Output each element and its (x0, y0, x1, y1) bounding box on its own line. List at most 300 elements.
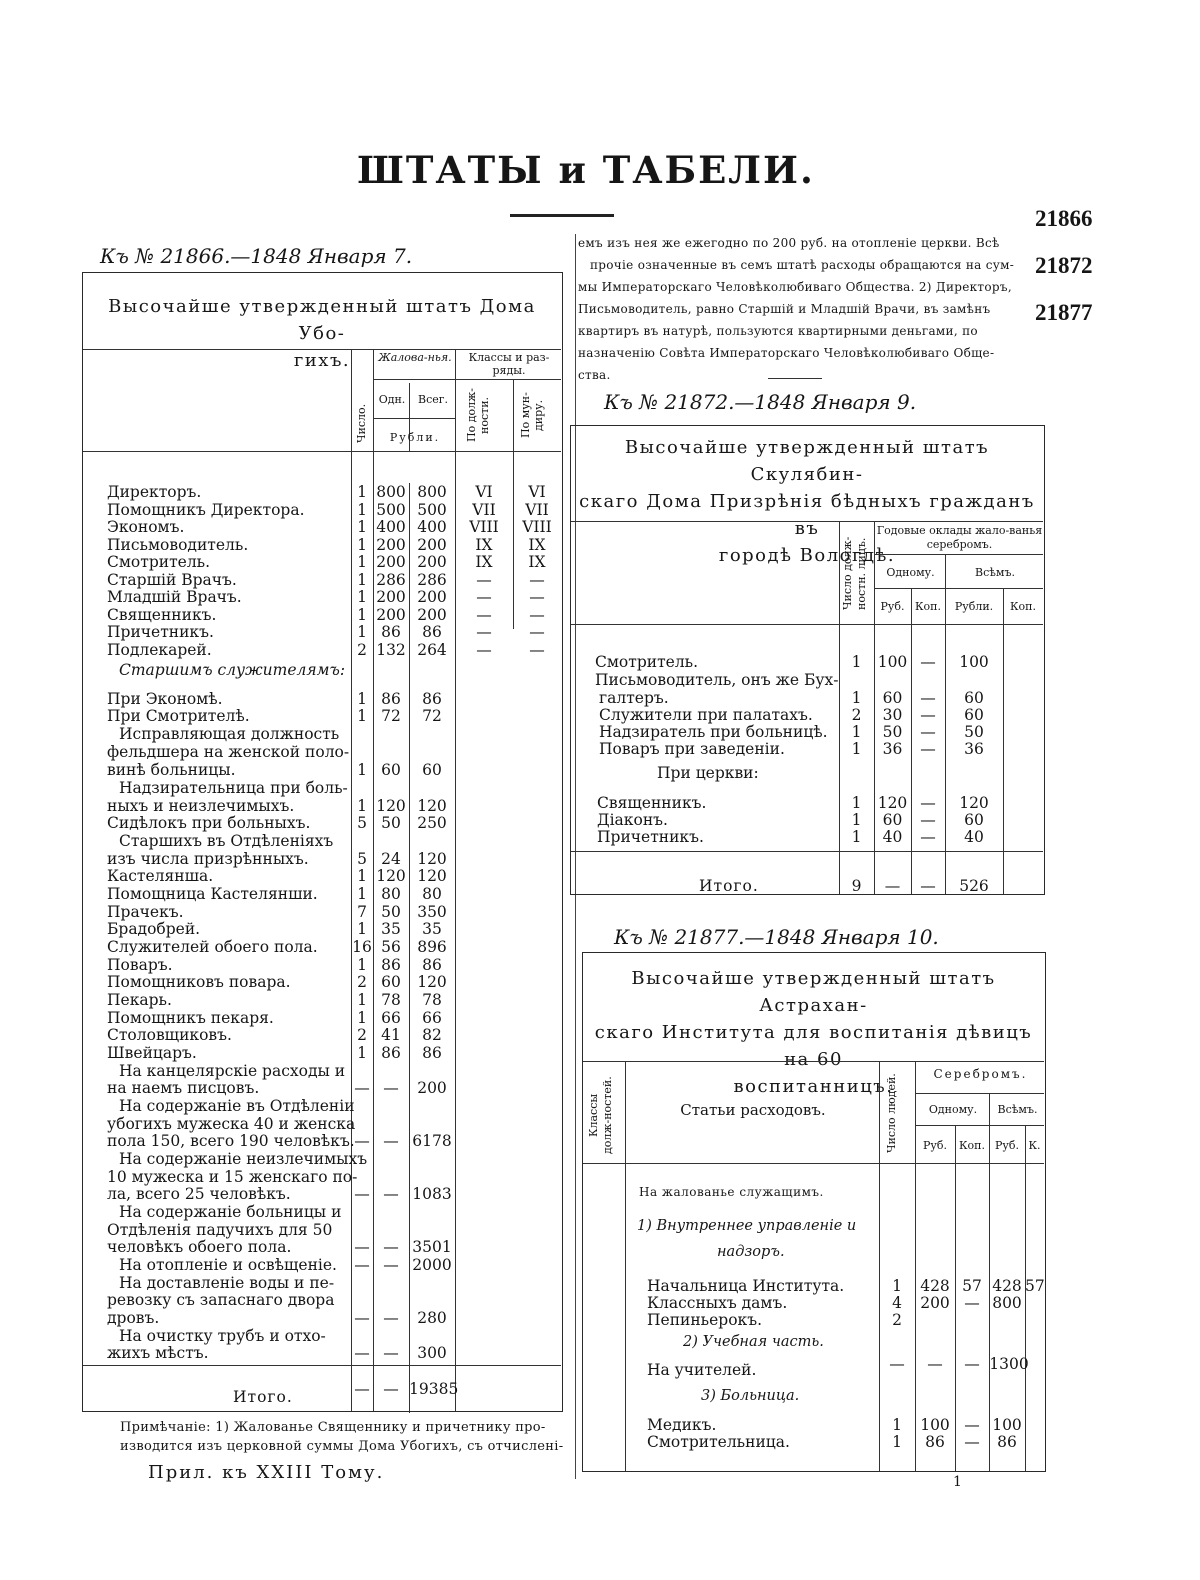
row-label: Помощникъ Директора. (107, 500, 305, 519)
cell-class: — (476, 570, 492, 589)
cell-one: 200 (376, 553, 406, 571)
col-header-classes: Классы долж-ностей. (587, 1076, 614, 1154)
row-label: Кастелянша. (107, 867, 214, 885)
col-header-all: Всѣмъ. (975, 566, 1015, 579)
cell-one: 86 (381, 1044, 401, 1062)
cell-n: 5 (357, 850, 367, 868)
row-label: Сидѣлокъ при больныхъ. (107, 814, 311, 832)
cell-one: — (383, 1309, 399, 1327)
total-all: 526 (959, 877, 989, 895)
row-label: Подлекарей. (107, 640, 212, 659)
total-kop: — (920, 877, 936, 895)
cell-kop: — (920, 706, 936, 724)
cell-one: — (383, 1132, 399, 1150)
table-title-line: городѣ Вологдѣ. (718, 545, 896, 566)
cell-rub-all: 86 (997, 1433, 1017, 1451)
note-line: мы Императорскаго Человѣколюбиваго Общества. 2) Директоръ, (578, 280, 1012, 294)
cell-n: 2 (357, 1026, 367, 1044)
row-label: на наемъ писцовъ. (107, 1079, 260, 1097)
cell-all: 200 (417, 553, 447, 571)
cell-all: 60 (422, 761, 442, 779)
cell-one: — (383, 1185, 399, 1203)
cell-one: — (383, 1079, 399, 1097)
cell-rub-all: 428 (992, 1277, 1022, 1295)
cell-n: — (354, 1256, 370, 1274)
cell-n: 1 (357, 553, 367, 571)
row-label: Начальница Института. (647, 1277, 845, 1295)
cell-all: 896 (417, 938, 447, 956)
cell-n: 1 (851, 794, 862, 812)
row-label: Брадобрей. (107, 920, 201, 938)
cell-n: 1 (357, 500, 367, 519)
cell-rub: — (927, 1355, 943, 1373)
row-label: Поваръ. (107, 956, 173, 974)
col-header-k: К. (1028, 1139, 1041, 1152)
cell-one: 86 (381, 690, 401, 708)
cell-kop: — (920, 723, 936, 741)
cell-uniform: — (529, 640, 545, 659)
rule (83, 349, 561, 350)
row-label: Директоръ. (107, 483, 202, 501)
row-label: человѣкъ обоего пола. (107, 1238, 292, 1256)
rule (571, 624, 1043, 625)
cell-n: 1 (357, 885, 367, 903)
rule (373, 379, 561, 380)
row-label: Прачекъ. (107, 903, 184, 921)
cell-one: 78 (381, 991, 401, 1009)
col-header-silver: Серебромъ. (933, 1067, 1028, 1081)
cell-kop: — (964, 1433, 980, 1451)
row-label: галтеръ. (599, 689, 669, 707)
page-title: ШТАТЫ и ТАБЕЛИ. (357, 148, 815, 192)
rule (373, 418, 455, 419)
cell-class: — (476, 623, 492, 641)
rule (571, 521, 1043, 522)
cell-one: 72 (381, 707, 401, 725)
cell-all: 66 (422, 1009, 442, 1027)
row-label: При Смотрителѣ. (107, 707, 250, 725)
margin-number: 21866 (1035, 206, 1093, 231)
row-label: Смотрительница. (647, 1433, 790, 1451)
subsection-heading: надзоръ. (717, 1244, 785, 1260)
cell-rub: 50 (882, 723, 903, 741)
cell-n: 1 (357, 1044, 367, 1062)
cell-all: 286 (417, 570, 447, 589)
cell-rub: 60 (882, 811, 903, 829)
rule (879, 1061, 880, 1471)
rule (915, 1061, 916, 1471)
col-header-rubles: Рубли. (954, 600, 994, 613)
row-label: Діаконъ. (597, 811, 668, 829)
row-label: ла, всего 25 человѣкъ. (107, 1185, 291, 1203)
cell-rub: 100 (877, 653, 908, 671)
cell-all: 264 (417, 640, 447, 659)
cell-all: 82 (422, 1026, 442, 1044)
cell-one: 400 (376, 518, 406, 536)
cell-all: 86 (422, 956, 442, 974)
cell-uniform: VI (528, 483, 546, 501)
col-header-number: Число. (355, 403, 368, 443)
col-header-all: Всег. (417, 393, 448, 406)
row-label: На содержаніе въ Отдѣленіи (119, 1097, 355, 1115)
row-label: Пепиньерокъ. (647, 1311, 763, 1329)
cell-one: 800 (376, 483, 406, 501)
cell-uniform: IX (528, 535, 546, 554)
table-title-line: Высочайше утвержденный штатъ Астрахан- (631, 968, 996, 1016)
cell-one: 200 (376, 535, 406, 554)
margin-number: 21872 (1035, 253, 1093, 278)
cell-all: 72 (422, 707, 442, 725)
cell-n: 4 (892, 1294, 902, 1312)
cell-all: 50 (964, 723, 984, 741)
cell-one: 41 (381, 1026, 401, 1044)
cell-kop: — (920, 828, 936, 846)
note-line: ства. (578, 368, 611, 382)
row-label: Смотритель. (595, 653, 699, 671)
col-header-classes: Классы и раз-ряды. (468, 351, 550, 377)
cell-n: — (889, 1355, 905, 1373)
row-label: Пекарь. (107, 991, 172, 1009)
row-label: Старшій Врачъ. (107, 570, 237, 589)
note-line: квартиръ въ натурѣ, пользуются квартирными деньгами, по (578, 324, 978, 338)
total-label: Итого. (233, 1388, 293, 1406)
cell-n: 7 (357, 903, 367, 921)
cell-all: 400 (417, 518, 447, 536)
cell-one: 35 (381, 920, 401, 938)
col-header-one: Одному. (886, 566, 935, 579)
row-label: убогихъ мужеска 40 и женска (107, 1115, 356, 1133)
cell-one: 24 (381, 850, 401, 868)
cell-one: 200 (376, 605, 406, 624)
cell-n: 1 (851, 740, 862, 758)
cell-all: 350 (417, 903, 447, 921)
cell-one: 56 (381, 938, 401, 956)
row-label: На содержаніе неизлечимыхъ (119, 1150, 368, 1168)
cell-k-all: 57 (1025, 1277, 1045, 1295)
row-label: жихъ мѣстъ. (107, 1344, 209, 1362)
cell-kop: — (920, 740, 936, 758)
cell-uniform: — (529, 605, 545, 624)
col-header-rub: Руб. (995, 1139, 1019, 1152)
cell-n: 1 (357, 797, 367, 815)
cell-all: 200 (417, 535, 447, 554)
staff-table-2 (570, 425, 1045, 895)
row-label: Классныхъ дамъ. (647, 1294, 788, 1312)
decree-heading: Къ № 21872.—1848 Января 9. (604, 390, 917, 414)
cell-one: 60 (381, 973, 401, 991)
cell-rub: 120 (877, 794, 908, 812)
cell-one: 500 (376, 500, 406, 519)
total-n: 9 (851, 877, 862, 895)
rule (874, 554, 1043, 555)
cell-all: 36 (964, 740, 984, 758)
cell-all: 200 (417, 605, 447, 624)
cell-n: 1 (357, 588, 367, 606)
cell-kop: 57 (962, 1277, 982, 1295)
table-title-line: воспитанницъ. (733, 1076, 894, 1097)
cell-n: 1 (357, 920, 367, 938)
cell-class: VII (472, 500, 496, 519)
table-title-line: скаго Дома Призрѣнія бѣдныхъ гражданъ въ (579, 491, 1035, 539)
cell-one: 286 (376, 570, 406, 589)
footer: Прил. къ XXIII Тому. (148, 1462, 385, 1483)
cell-all: 120 (417, 797, 447, 815)
cell-all: 86 (422, 1044, 442, 1062)
col-header-by-post: По долж-ности. (465, 388, 491, 442)
row-label: Помощница Кастелянши. (107, 885, 318, 903)
cell-rub-all: 1300 (989, 1355, 1029, 1373)
row-label: Священникъ. (107, 605, 217, 624)
cell-n: 1 (892, 1416, 902, 1434)
col-header-by-uniform: По мун-диру. (519, 392, 545, 438)
rule (583, 1061, 1044, 1062)
cell-n: 1 (851, 723, 862, 741)
col-header-one: Одн. (378, 393, 406, 406)
cell-all: 3501 (412, 1238, 452, 1256)
subheading: При церкви: (657, 764, 759, 782)
rule (1003, 588, 1004, 894)
row-label: Причетникъ. (597, 828, 704, 846)
cell-kop: — (964, 1416, 980, 1434)
rule (583, 1163, 1044, 1164)
cell-kop: — (964, 1294, 980, 1312)
row-label: пола 150, всего 190 человѣкъ. (107, 1132, 355, 1150)
rule (625, 1061, 626, 1471)
row-label: Столовщиковъ. (107, 1026, 232, 1044)
cell-all: 86 (422, 690, 442, 708)
cell-n: 2 (357, 973, 367, 991)
col-header-kop: Коп. (915, 600, 941, 613)
rule (768, 378, 822, 379)
cell-class: — (476, 588, 492, 606)
footnote (120, 1418, 563, 1456)
col-header-number: Число долж-ностн. лицъ. (841, 536, 868, 611)
rule (1025, 1125, 1026, 1471)
cell-rub-all: 800 (992, 1294, 1022, 1312)
total-one: — (383, 1380, 399, 1398)
row-label: Младшій Врачъ. (107, 588, 242, 606)
cell-all: 1083 (412, 1185, 452, 1203)
cell-all: 2000 (412, 1256, 452, 1274)
cell-class: — (476, 640, 492, 659)
cell-uniform: VII (525, 500, 549, 519)
cell-n: 1 (357, 1009, 367, 1027)
cell-n: 1 (357, 535, 367, 554)
footnote-line: Примѣчаніе: 1) Жалованье Священнику и причетнику про- (120, 1420, 546, 1435)
cell-one: — (383, 1344, 399, 1362)
cell-all: 35 (422, 920, 442, 938)
cell-kop: — (920, 794, 936, 812)
table-title-line: скаго Института для воспитанія дѣвицъ на 60 (594, 1022, 1033, 1070)
cell-n: 1 (357, 690, 367, 708)
decree-heading: Къ № 21877.—1848 Января 10. (614, 925, 939, 949)
total-rub: — (884, 877, 901, 895)
row-label: Письмоводитель. (107, 535, 249, 554)
table-title-line: Высочайше утвержденный штатъ Скулябин- (624, 437, 990, 485)
cell-n: — (354, 1309, 370, 1327)
col-header-rub: Руб. (923, 1139, 947, 1152)
cell-all: 200 (417, 1079, 447, 1097)
cell-all: 80 (422, 885, 442, 903)
total-label: Итого. (699, 877, 759, 895)
rule (915, 1125, 1044, 1126)
col-header-salary: Жалова-нья. (378, 351, 452, 364)
cell-all: 500 (417, 500, 447, 519)
row-label: винѣ больницы. (107, 761, 236, 779)
row-label: Помощниковъ повара. (107, 973, 291, 991)
row-label: Причетникъ. (107, 623, 214, 641)
row-label: Помощникъ пекаря. (107, 1009, 274, 1027)
cell-kop: — (920, 653, 936, 671)
cell-one: 200 (376, 588, 406, 606)
page-number: 1 (953, 1474, 962, 1490)
row-label: Смотритель. (107, 553, 211, 571)
cell-all: 60 (964, 689, 984, 707)
cell-all: 800 (417, 483, 447, 501)
col-header-kop: Коп. (1010, 600, 1036, 613)
row-label: дровъ. (107, 1309, 160, 1327)
note-line: назначенію Совѣта Императорскаго Человѣколюбиваго Обще- (578, 346, 995, 360)
title-underline (510, 214, 614, 217)
cell-n: 1 (357, 623, 367, 641)
col-header-annual: Годовые оклады жало-ванья серебромъ. (876, 524, 1043, 551)
row-label: На отопленіе и освѣщеніе. (119, 1256, 337, 1274)
cell-n: — (354, 1344, 370, 1362)
col-header-people: Число людей. (885, 1073, 898, 1153)
col-header-kop: Коп. (959, 1139, 985, 1152)
cell-n: 1 (851, 828, 862, 846)
row-label: На очистку трубъ и отхо- (119, 1327, 326, 1345)
cell-one: 86 (381, 956, 401, 974)
cell-one: 66 (381, 1009, 401, 1027)
cell-n: 1 (357, 483, 367, 501)
row-label: Исправляющая должность (119, 725, 340, 743)
cell-all: 250 (417, 814, 447, 832)
row-label: Отдѣленія падучихъ для 50 (107, 1221, 333, 1239)
cell-n: — (354, 1185, 370, 1203)
cell-one: 86 (381, 623, 401, 641)
cell-uniform: IX (528, 553, 546, 571)
cell-uniform: — (529, 588, 545, 606)
table-title-line: гихъ. (293, 350, 351, 371)
cell-uniform: VIII (522, 518, 552, 536)
cell-n: 2 (357, 640, 367, 659)
cell-all: 86 (422, 623, 442, 641)
cell-rub: 200 (920, 1294, 950, 1312)
cell-kop: — (964, 1355, 980, 1373)
row-label: Служителей обоего пола. (107, 938, 318, 956)
row-label: Священникъ. (597, 794, 707, 812)
note-continuation (578, 232, 1014, 386)
cell-all: 60 (964, 706, 984, 724)
cell-rub: 428 (920, 1277, 950, 1295)
total-all: 19385 (409, 1380, 459, 1398)
row-label: При Экономѣ. (107, 690, 223, 708)
cell-n: 16 (352, 938, 372, 956)
cell-n: 1 (851, 653, 862, 671)
cell-rub-all: 100 (992, 1416, 1022, 1434)
note-line: емъ изъ нея же ежегодно по 200 руб. на отопленіе церкви. Всѣ (578, 236, 1000, 250)
row-label: На канцелярскіе расходы и (119, 1062, 346, 1080)
cell-all: 100 (959, 653, 989, 671)
row-label: Медикъ. (647, 1416, 717, 1434)
row-label: Швейцаръ. (107, 1044, 197, 1062)
row-label: 10 мужеска и 15 женскаго по- (107, 1168, 358, 1186)
cell-one: 132 (376, 640, 406, 659)
cell-all: 120 (417, 850, 447, 868)
row-label: Служители при палатахъ. (599, 706, 813, 724)
cell-rub: 30 (882, 706, 903, 724)
subheading: Старшимъ служителямъ: (119, 661, 346, 679)
row-label: Поваръ при заведеніи. (599, 740, 785, 758)
cell-one: — (383, 1256, 399, 1274)
row-label: Надзирательница при боль- (119, 779, 348, 797)
cell-n: 1 (357, 570, 367, 589)
cell-rub: 36 (882, 740, 903, 758)
decree-heading: Къ № 21866.—1848 Января 7. (100, 244, 413, 268)
cell-one: 60 (381, 761, 401, 779)
cell-n: — (354, 1132, 370, 1150)
row-label: На доставленіе воды и пе- (119, 1274, 335, 1292)
table-title-line: Высочайше утвержденный штатъ Дома Убо- (108, 296, 536, 344)
cell-n: 1 (357, 761, 367, 779)
row-label: ревозку съ запаснаго двора (107, 1291, 335, 1309)
cell-uniform: — (529, 623, 545, 641)
cell-all: 78 (422, 991, 442, 1009)
cell-class: IX (475, 535, 493, 554)
total-n: — (354, 1380, 370, 1398)
cell-n: 1 (851, 811, 862, 829)
cell-all: 120 (417, 867, 447, 885)
cell-n: 1 (357, 605, 367, 624)
cell-class: — (476, 605, 492, 624)
row-label: изъ числа призрѣнныхъ. (107, 850, 309, 868)
footnote-line: изводится изъ церковной суммы Дома Убогихъ, съ отчислені- (120, 1439, 564, 1454)
cell-uniform: — (529, 570, 545, 589)
row-label: На учителей. (647, 1361, 757, 1379)
row-label: Письмоводитель, онъ же Бух- (595, 671, 839, 689)
cell-n: 5 (357, 814, 367, 832)
cell-all: 300 (417, 1344, 447, 1362)
cell-kop: — (920, 689, 936, 707)
rule (915, 1093, 1044, 1094)
col-header-all: Всѣмъ. (997, 1103, 1038, 1116)
note-line: Письмоводитель, равно Старшій и Младшій Врачи, въ замѣнъ (578, 302, 991, 316)
cell-n: 1 (357, 956, 367, 974)
row-label: ныхъ и неизлечимыхъ. (107, 797, 295, 815)
cell-n: 1 (851, 689, 862, 707)
cell-all: 280 (417, 1309, 447, 1327)
margin-number: 21877 (1035, 300, 1093, 325)
cell-class: VI (475, 483, 493, 501)
cell-kop: — (920, 811, 936, 829)
row-label: фельдшера на женской поло- (107, 743, 350, 761)
cell-n: 2 (851, 706, 862, 724)
row-label: Экономъ. (107, 518, 185, 536)
cell-rub: 60 (882, 689, 903, 707)
cell-one: 50 (381, 814, 401, 832)
cell-class: VIII (469, 518, 499, 536)
cell-one: 50 (381, 903, 401, 921)
col-header-rub: Руб. (880, 600, 905, 613)
cell-class: IX (475, 553, 493, 571)
staff-table-3 (582, 952, 1046, 1472)
cell-all: 120 (417, 973, 447, 991)
cell-one: — (383, 1238, 399, 1256)
cell-n: 1 (357, 991, 367, 1009)
row-label: Старшихъ въ Отдѣленіяхъ (119, 832, 334, 850)
note-line: прочіе означенные въ семъ штатѣ расходы обращаются на сум- (590, 258, 1015, 272)
